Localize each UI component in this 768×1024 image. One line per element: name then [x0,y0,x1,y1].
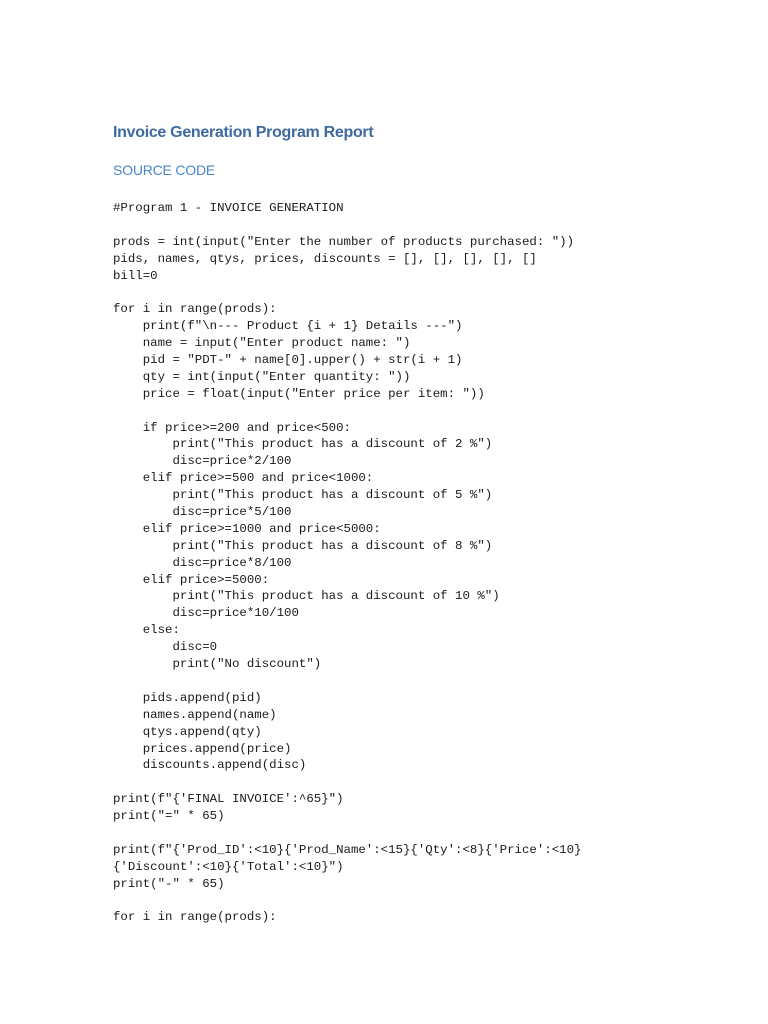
code-line: elif price>=1000 and price<5000: [113,521,381,536]
code-line: disc=price*5/100 [113,505,292,520]
code-line [113,403,753,420]
code-line: print("=" * 65) [113,809,225,824]
source-code-heading: SOURCE CODE [113,162,216,178]
code-line: #Program 1 - INVOICE GENERATION [113,201,344,215]
code-line: print("This product has a discount of 8 %") [113,538,493,553]
code-line: print("This product has a discount of 2 %") [113,437,493,452]
code-line: elif price>=5000: [113,572,270,587]
code-line: prods = int(input("Enter the number of products purchased: ")) [113,234,575,249]
code-line [113,673,753,690]
code-line [113,284,753,301]
code-line [113,774,753,791]
source-code-block [113,200,753,926]
code-line: pids.append(pid) [113,690,262,705]
code-line: disc=price*8/100 [113,555,292,570]
code-line: disc=price*2/100 [113,454,292,469]
document-title: Invoice Generation Program Report [113,124,374,141]
code-line: if price>=200 and price<500: [113,420,351,435]
code-line [113,893,753,910]
code-line: print(f"{'Prod_ID':<10}{'Prod_Name':<15}{'Qty':<8}{'Price':<10} [113,842,582,857]
code-line: discounts.append(disc) [113,758,307,773]
code-line [113,217,753,234]
code-line: name = input("Enter product name: ") [113,336,411,351]
code-line: pid = "PDT-" + name[0].upper() + str(i + 1) [113,353,463,368]
code-line: pids, names, qtys, prices, discounts = [], [], [], [], [] [113,251,537,266]
code-line: for i in range(prods): [113,910,277,925]
code-line: print("This product has a discount of 5 %") [113,488,493,503]
code-line: print(f"{'FINAL INVOICE':^65}") [113,792,344,807]
code-line [113,825,753,842]
code-line: qtys.append(qty) [113,724,262,739]
code-line: elif price>=500 and price<1000: [113,471,374,486]
code-line: print(f"\n--- Product {i + 1} Details ---") [113,319,463,334]
code-line: else: [113,623,180,638]
code-line: {'Discount':<10}{'Total':<10}") [113,859,344,874]
code-line: disc=0 [113,640,218,655]
code-line: print("-" * 65) [113,876,225,891]
code-line: qty = int(input("Enter quantity: ")) [113,369,411,384]
code-line: bill=0 [113,268,158,283]
code-line: print("This product has a discount of 10 %") [113,589,500,604]
code-line: prices.append(price) [113,741,292,756]
code-line: for i in range(prods): [113,302,277,317]
code-line: disc=price*10/100 [113,606,299,621]
code-line: price = float(input("Enter price per item: ")) [113,386,485,401]
code-line: names.append(name) [113,707,277,722]
code-line: print("No discount") [113,657,322,672]
